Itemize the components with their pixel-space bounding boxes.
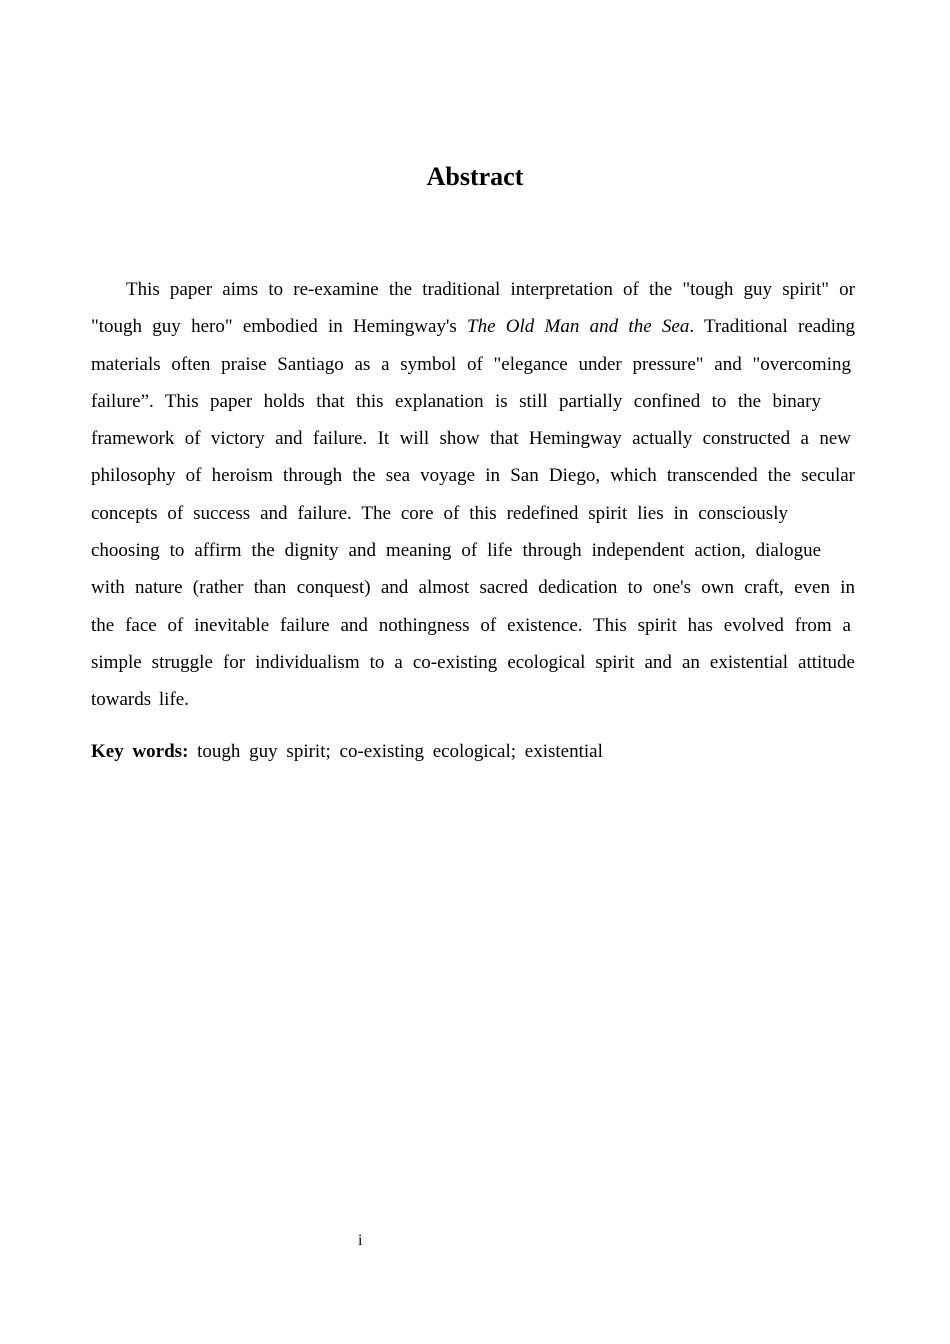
page-title: Abstract [426, 162, 524, 191]
abstract-line-12: towards life. [91, 689, 189, 711]
abstract-line-6: philosophy of heroism through the sea voyage in San Diego, which transcended the secular [91, 465, 855, 487]
abstract-line-3: materials often praise Santiago as a symbol of "elegance under pressure" and "overcoming [91, 353, 851, 375]
page-number: i [358, 1232, 363, 1249]
abstract-line-10: the face of inevitable failure and nothingness of existence. This spirit has evolved from a [91, 614, 851, 636]
abstract-line-11: simple struggle for individualism to a co-existing ecological spirit and an existential attitude [91, 651, 855, 673]
keywords-label: Key words: [91, 741, 189, 762]
abstract-line-9: with nature (rather than conquest) and almost sacred dedication to one's own craft, even in [91, 577, 855, 599]
abstract-line-2-tail: . Traditional reading [689, 316, 855, 338]
abstract-line-2-lead: "tough guy hero" embodied in Hemingway's [91, 316, 468, 338]
abstract-line-1: This paper aims to re-examine the traditional interpretation of the "tough guy spirit" or [126, 279, 855, 300]
abstract-line-4: failure”. This paper holds that this explanation is still partially confined to the binary [91, 390, 821, 412]
abstract-line-7: concepts of success and failure. The core of this redefined spirit lies in consciously [91, 502, 788, 524]
abstract-paragraph [91, 271, 855, 719]
keywords-text: tough guy spirit; co-existing ecological; existential [197, 741, 603, 762]
book-title: The Old Man and the Sea [467, 316, 690, 338]
abstract-line-2 [91, 308, 855, 345]
abstract-line-8: choosing to affirm the dignity and meaning of life through independent action, dialogue [91, 540, 821, 562]
abstract-line-5: framework of victory and failure. It will show that Hemingway actually constructed a new [91, 428, 851, 450]
keywords-line [91, 735, 603, 769]
